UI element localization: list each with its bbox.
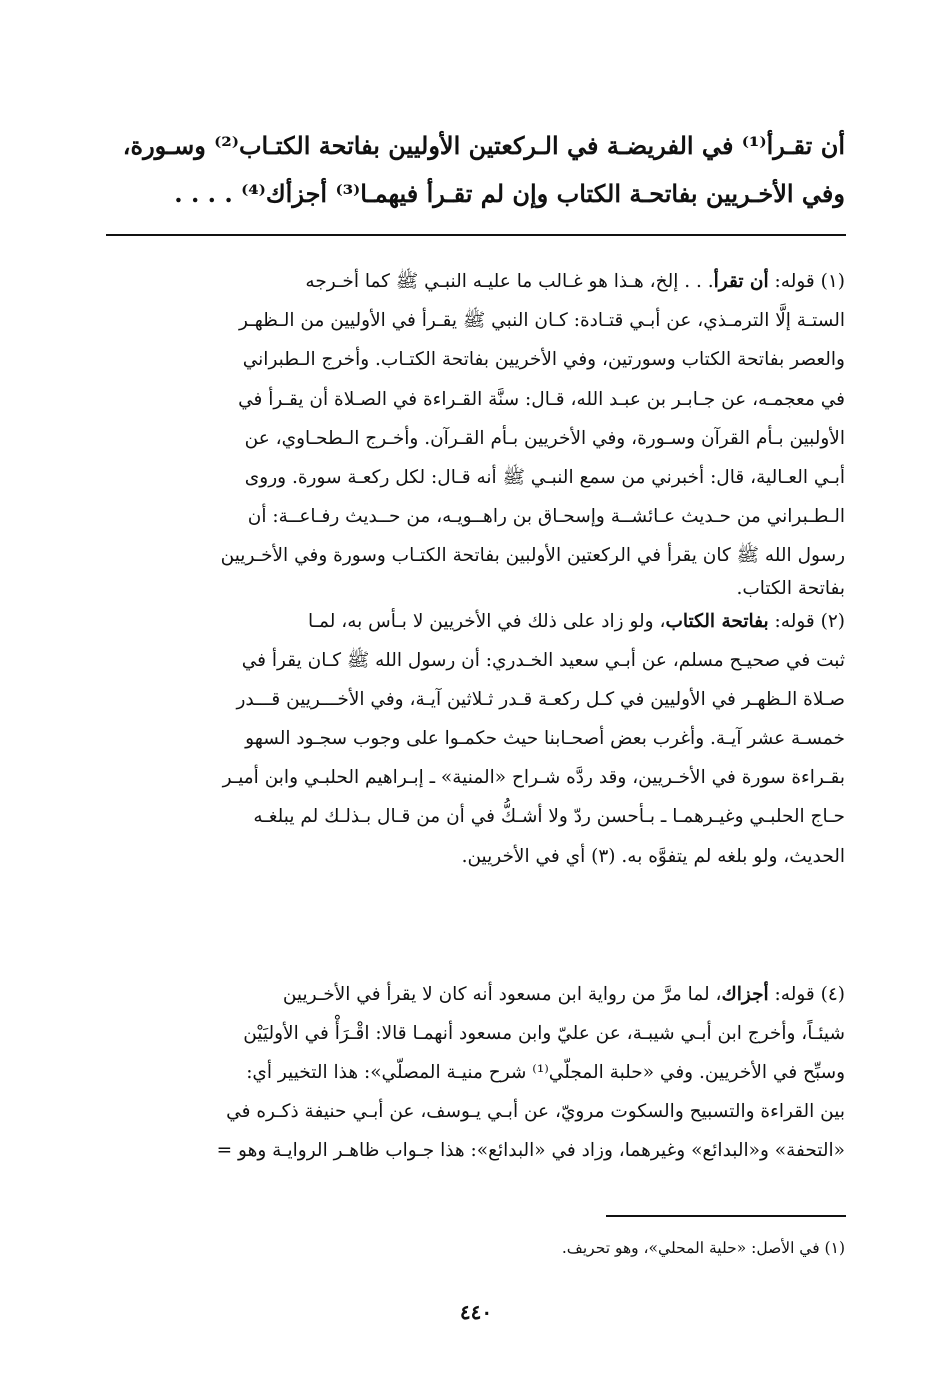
note-line: «التحفة» و«البدائع» وغيرهما، وزاد في «البدائع»: هذا جـواب ظاهـر الروايـة وهو =	[216, 1140, 845, 1161]
note-1-first-line	[100, 262, 845, 301]
note-line: ثبت في صحيـح مسلم، عن أبـي سعيد الخـدري: أن رسول الله ﷺ كـان يقرأ في	[241, 649, 845, 671]
main-text	[100, 122, 845, 218]
note-line: الـطـبراني من حـديث عـائشــة وإسحـاق بن راهــويـه، من حــديث رفـاعــة: أن	[247, 506, 845, 528]
note-line: شيئـاً، وأخرج ابن أبـي شيبـة، عن عليّ وابن مسعود أنهمـا قالا: اقْـرَأْ في الأوليَيْن	[243, 1023, 845, 1044]
note-line: الأولبين بـأم القرآن وسـورة، وفي الأخريين بـأم القـرآن. وأخـرج الـطحـاوي، عن	[244, 427, 845, 449]
note-2-first-line	[100, 602, 845, 641]
note-line: بقـراءة سورة في الأخـريين، وقد ردَّه شـراح «المنية» ـ إبـراهيم الحلبـي وابن أميـر	[222, 767, 845, 789]
note-line: بين القراءة والتسبيح والسكوت مرويّ، عن أبـي يـوسف، عن أبـي حنيفة ذكـره في	[226, 1101, 845, 1122]
note-1-keyword: أن تقرأ	[713, 271, 769, 292]
note-line-text: ، لما مرَّ من رواية ابن مسعود أنه كان لا يقرأ في الأخـريين	[282, 984, 722, 1005]
note-4-label: (٤) قوله:	[768, 984, 845, 1005]
commentary-note-4	[100, 975, 845, 1170]
note-line: رسول الله ﷺ كان يقرأ في الركعتين الأولبين بفاتحة الكتـاب وسورة وفي الأخـريين	[220, 545, 845, 567]
commentary-notes	[100, 262, 845, 876]
footnote-divider	[606, 1215, 846, 1217]
note-line: الحديث، ولو بلغه لم يتفوَّه به. (٣) أي في الأخريين.	[461, 845, 845, 867]
note-2-keyword: بفاتحة الكتاب	[665, 610, 769, 632]
page-number: ٤٤٠	[459, 1300, 493, 1324]
note-4-keyword: أجزاك	[721, 984, 769, 1005]
note-4-first-line	[100, 975, 845, 1014]
note-line-text: ، ولو زاد على ذلك في الأخريين لا بـأس به، لمـا	[307, 610, 666, 632]
note-line: صـلاة الـظهـر في الأوليين في كـل ركعـة قـدر ثـلاثين آيـة، وفي الأخـــريين قـــدر	[236, 688, 845, 710]
note-line-text: . . . إلخ، هـذا هو غـالب ما عليـه النبـي ﷺ كما أخـرجه	[305, 271, 714, 292]
note-line: أبـي العـالية، قال: أخبرني من سمع النبـي ﷺ أنه قـال: لكل ركعـة سورة. وروى	[244, 466, 845, 488]
main-divider	[106, 234, 846, 236]
note-1-label: (١) قوله:	[768, 271, 845, 292]
note-2-label: (٢) قوله:	[768, 610, 845, 632]
note-line: وسبِّح في الأخريين. وفي «حلبة المجلّي⁽¹⁾ شرح منيـة المصلّي»: هذا التخيير أي:	[246, 1062, 845, 1083]
main-text-line: أن تقـرأ⁽¹⁾ في الفريضـة في الـركعتين الأوليين بفاتحة الكتـاب⁽²⁾ وسـورة،	[122, 131, 845, 160]
note-line: في معجمـه، عن جـابـر بن عبـد الله، قـال: سنَّة القـراءة في الصـلاة أن يقـرأ في	[238, 388, 845, 410]
note-line-last: بفاتحة الكتاب.	[736, 577, 845, 599]
note-line: حـاج الحلبـي وغيـرهمـا ـ بـأحسن ردّ ولا أشـكُّ في أن من قـال بـذلـك لم يبلغـه	[253, 806, 845, 828]
main-text-line: وفي الأخـريين بفاتحـة الكتاب وإن لم تقـرأ فيهمـا⁽³⁾ أجزأك⁽⁴⁾ . . . .	[174, 179, 845, 208]
footnote: (١) في الأصل: «حلية المحلي»، وهو تحريف.	[561, 1239, 845, 1257]
note-line: الستـة إلَّا الترمـذي، عن أبـي قتـادة: كـان النبي ﷺ يقـرأ في الأوليين من الـظهـر	[238, 310, 845, 332]
note-line: خمسـة عشر آيـة. وأغرب بعض أصحـابنا حيث حكمـوا على وجوب سجـود السهو	[245, 728, 845, 750]
note-line: والعصر بفاتحة الكتاب وسورتين، وفي الأخريين بفاتحة الكتـاب. وأخرج الـطبراني	[242, 349, 845, 371]
